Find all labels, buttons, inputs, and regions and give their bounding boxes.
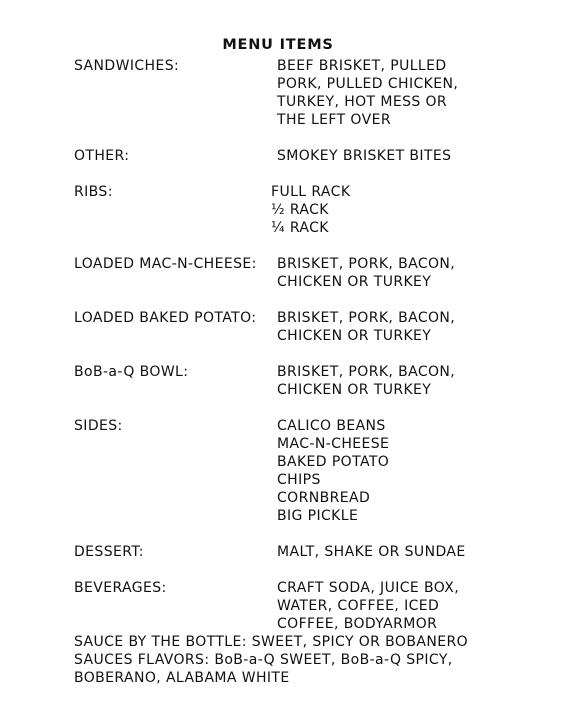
item-line: CHIPS	[277, 472, 321, 488]
item-line: TURKEY, HOT MESS OR	[277, 94, 448, 110]
category-label: BoB-a-Q BOWL:	[74, 364, 189, 380]
item-line: BIG PICKLE	[277, 508, 359, 524]
item-line: ¼ RACK	[271, 220, 329, 236]
item-line: CALICO BEANS	[277, 418, 386, 434]
item-line: CRAFT SODA, JUICE BOX,	[277, 580, 460, 596]
item-list	[277, 309, 455, 345]
menu-title: MENU ITEMS	[222, 37, 334, 53]
item-line: MALT, SHAKE OR SUNDAE	[277, 544, 466, 560]
item-line: CHICKEN OR TURKEY	[277, 274, 432, 290]
category-label: BEVERAGES:	[74, 580, 167, 596]
item-list	[277, 363, 455, 399]
item-line: BRISKET, PORK, BACON,	[277, 310, 456, 326]
item-line: BAKED POTATO	[277, 454, 390, 470]
item-line: BRISKET, PORK, BACON,	[277, 256, 456, 272]
item-line: CHICKEN OR TURKEY	[277, 382, 432, 398]
item-line: FULL RACK	[271, 184, 351, 200]
category-label: LOADED MAC-N-CHEESE:	[74, 256, 257, 272]
item-line: MAC-N-CHEESE	[277, 436, 390, 452]
item-line: WATER, COFFEE, ICED	[277, 598, 440, 614]
item-list	[277, 147, 451, 165]
item-line: BEEF BRISKET, PULLED	[277, 58, 447, 74]
item-line: BRISKET, PORK, BACON,	[277, 364, 456, 380]
item-line: CORNBREAD	[277, 490, 371, 506]
category-label: SIDES:	[74, 418, 123, 434]
category-label: LOADED BAKED POTATO:	[74, 310, 257, 326]
item-list	[277, 579, 459, 633]
footer-line: SAUCE BY THE BOTTLE: SWEET, SPICY OR BOBANERO	[74, 634, 468, 650]
item-line: ½ RACK	[271, 202, 329, 218]
category-label: RIBS:	[74, 184, 113, 200]
category-label: SANDWICHES:	[74, 58, 180, 74]
item-line: PORK, PULLED CHICKEN,	[277, 76, 459, 92]
category-label: DESSERT:	[74, 544, 144, 560]
footer-line: BOBERANO, ALABAMA WHITE	[74, 670, 290, 686]
item-line: CHICKEN OR TURKEY	[277, 328, 432, 344]
item-list	[277, 543, 466, 561]
category-label: OTHER:	[74, 148, 130, 164]
item-list	[277, 417, 389, 525]
footer-line: SAUCES FLAVORS: BoB-a-Q SWEET, BoB-a-Q SPICY,	[74, 652, 453, 668]
item-list	[277, 255, 455, 291]
item-list	[271, 183, 350, 237]
item-line: THE LEFT OVER	[277, 112, 391, 128]
item-list	[277, 57, 458, 129]
item-line: SMOKEY BRISKET BITES	[277, 148, 452, 164]
item-line: COFFEE, BODYARMOR	[277, 616, 438, 632]
